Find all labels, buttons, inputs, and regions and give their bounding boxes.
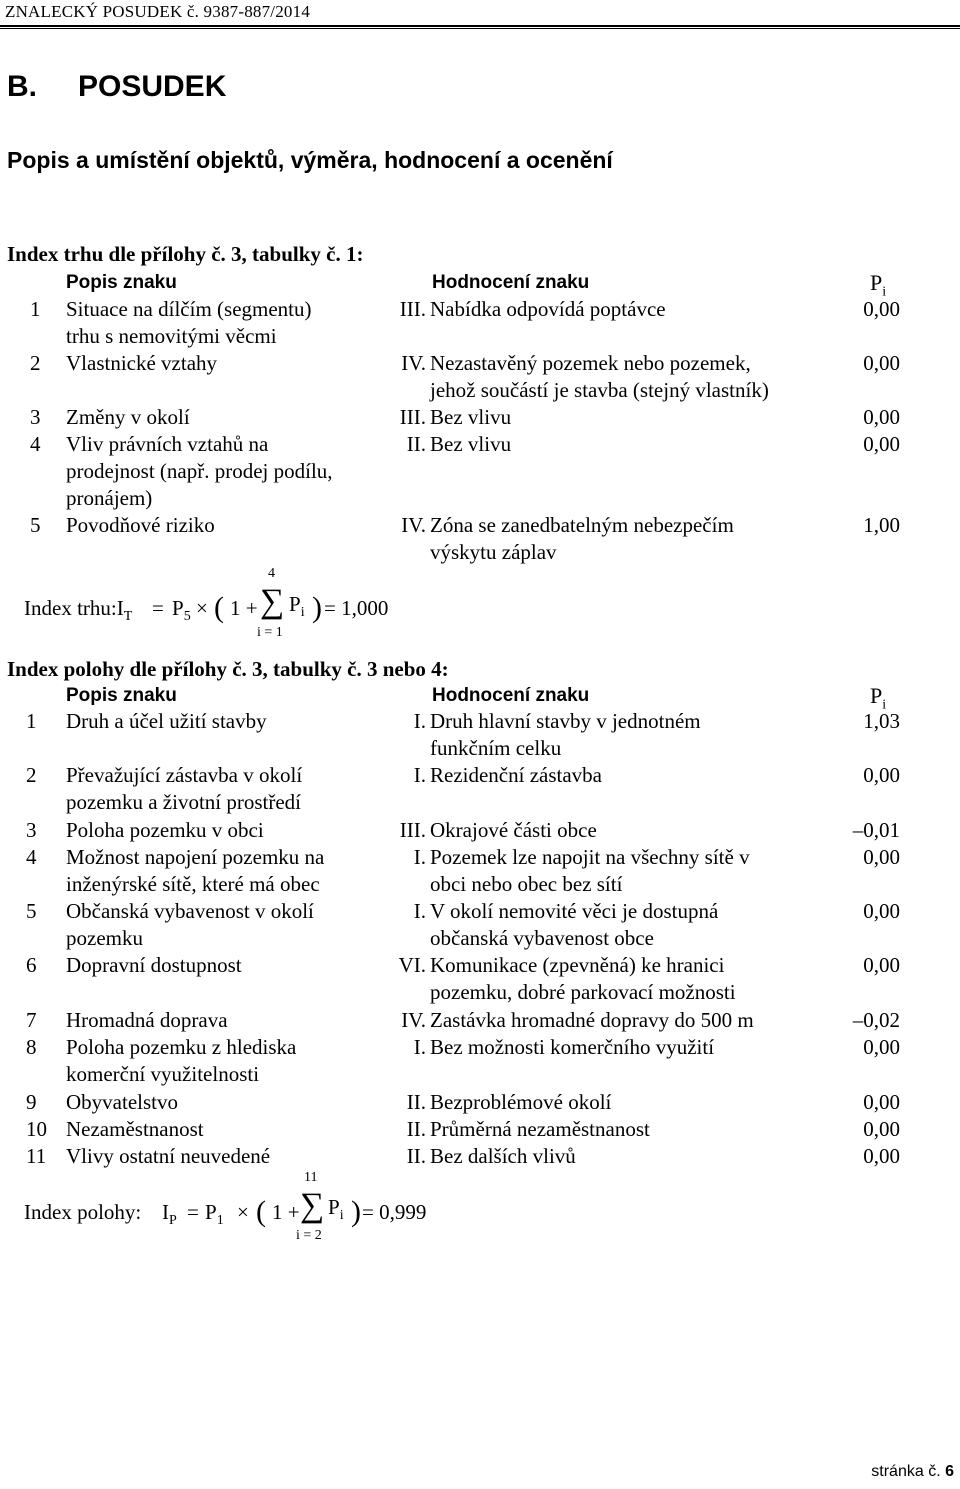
row-hodnoceni: Zastávka hromadné dopravy do 500 m bbox=[430, 1008, 754, 1032]
row-hodnoceni-cont: obci nebo obec bez sítí bbox=[430, 872, 623, 896]
row-hodnoceni: Bez vlivu bbox=[430, 405, 512, 429]
row-number: 3 bbox=[26, 818, 37, 842]
row-roman: IV. bbox=[401, 351, 426, 375]
row-value: 0,00 bbox=[863, 1117, 900, 1141]
row-popis-cont: prodejnost (např. prodej podílu, bbox=[66, 459, 333, 483]
row-popis: Vliv právních vztahů na bbox=[66, 432, 269, 456]
row-value: 0,00 bbox=[863, 432, 900, 456]
row-number: 4 bbox=[30, 432, 41, 456]
trh-formula-one-plus: 1 + bbox=[230, 596, 258, 620]
poloha-formula-times: × bbox=[237, 1200, 249, 1224]
row-number: 3 bbox=[30, 405, 41, 429]
row-roman: IV. bbox=[401, 1008, 426, 1032]
poloha-formula-i: $I_P$ bbox=[162, 1200, 177, 1229]
row-roman: II. bbox=[406, 1117, 426, 1141]
row-value: 0,00 bbox=[863, 405, 900, 429]
row-popis-cont: pronájem) bbox=[66, 486, 153, 510]
poloha-formula-sum-bottom: i = 2 bbox=[296, 1228, 322, 1243]
row-hodnoceni: Druh hlavní stavby v jednotném bbox=[430, 709, 701, 733]
row-popis: Vlivy ostatní neuvedené bbox=[66, 1144, 271, 1168]
row-number: 1 bbox=[26, 709, 37, 733]
row-popis: Druh a účel užití stavby bbox=[66, 709, 267, 733]
header-rule-thin bbox=[0, 28, 960, 29]
row-value: 0,00 bbox=[863, 899, 900, 923]
row-hodnoceni: V okolí nemovité věci je dostupná bbox=[430, 899, 719, 923]
row-hodnoceni: Bez vlivu bbox=[430, 432, 512, 456]
trh-formula-p5: $P_5$ bbox=[172, 596, 191, 625]
row-popis: Vlastnické vztahy bbox=[66, 351, 218, 375]
poloha-title: Index polohy dle přílohy č. 3, tabulky č. 3 nebo 4: bbox=[7, 657, 449, 681]
row-roman: I. bbox=[413, 899, 426, 923]
row-roman: II. bbox=[406, 432, 426, 456]
row-hodnoceni: Bezproblémové okolí bbox=[430, 1090, 612, 1114]
row-number: 2 bbox=[30, 351, 41, 375]
row-popis: Poloha pozemku v obci bbox=[66, 818, 264, 842]
row-value: 0,00 bbox=[863, 845, 900, 869]
row-value: 0,00 bbox=[863, 351, 900, 375]
row-popis-cont: trhu s nemovitými věcmi bbox=[66, 324, 277, 348]
row-hodnoceni: Bez možnosti komerčního využití bbox=[430, 1035, 715, 1059]
row-roman: VI. bbox=[398, 953, 426, 977]
row-popis: Nezaměstnanost bbox=[66, 1117, 204, 1141]
row-value: 0,00 bbox=[863, 297, 900, 321]
row-hodnoceni: Bez dalších vlivů bbox=[430, 1144, 576, 1168]
row-popis: Občanská vybavenost v okolí bbox=[66, 899, 314, 923]
poloha-formula-pi: $P_i$ bbox=[328, 1195, 344, 1224]
poloha-col-hodnoceni: Hodnocení znaku bbox=[432, 685, 590, 706]
trh-col-hodnoceni: Hodnocení znaku bbox=[432, 272, 590, 293]
row-value: 0,00 bbox=[863, 1090, 900, 1114]
row-number: 8 bbox=[26, 1035, 37, 1059]
row-hodnoceni-cont: občanská vybavenost obce bbox=[430, 926, 654, 950]
page-footer: stránka č. 6 bbox=[871, 1463, 954, 1480]
row-roman: II. bbox=[406, 1144, 426, 1168]
document-header: ZNALECKÝ POSUDEK č. 9387-887/2014 bbox=[5, 2, 311, 21]
row-popis: Dopravní dostupnost bbox=[66, 953, 242, 977]
row-popis: Situace na dílčím (segmentu) bbox=[66, 297, 312, 321]
row-number: 6 bbox=[26, 953, 37, 977]
row-roman: II. bbox=[406, 1090, 426, 1114]
row-hodnoceni-cont: jehož součástí je stavba (stejný vlastník) bbox=[430, 378, 769, 402]
trh-formula-result: = 1,000 bbox=[324, 596, 389, 620]
poloha-formula-lparen: ( bbox=[256, 1195, 266, 1228]
sigma-icon: ∑ bbox=[300, 1187, 325, 1224]
trh-formula-times: × bbox=[196, 596, 208, 620]
poloha-formula-result: = 0,999 bbox=[362, 1200, 427, 1224]
row-popis: Obyvatelstvo bbox=[66, 1090, 178, 1114]
row-popis-cont: inženýrské sítě, které má obec bbox=[66, 872, 320, 896]
poloha-formula-p1: $P_1$ bbox=[205, 1200, 224, 1229]
row-value: 1,00 bbox=[863, 513, 900, 537]
sigma-icon: ∑ bbox=[260, 583, 285, 620]
poloha-formula-rparen: ) bbox=[351, 1195, 361, 1228]
row-value: 0,00 bbox=[863, 763, 900, 787]
row-roman: I. bbox=[413, 845, 426, 869]
row-hodnoceni: Rezidenční zástavba bbox=[430, 763, 602, 787]
row-popis-cont: komerční využitelnosti bbox=[66, 1062, 260, 1086]
row-popis-cont: pozemku bbox=[66, 926, 143, 950]
row-roman: IV. bbox=[401, 513, 426, 537]
row-hodnoceni-cont: pozemku, dobré parkovací možnosti bbox=[430, 980, 736, 1004]
row-hodnoceni: Nezastavěný pozemek nebo pozemek, bbox=[430, 351, 751, 375]
row-value: 0,00 bbox=[863, 1035, 900, 1059]
row-popis-cont: pozemku a životní prostředí bbox=[66, 790, 302, 814]
trh-formula-eq: = bbox=[152, 596, 164, 620]
trh-formula-label: Index $trhu:I_T$ bbox=[24, 596, 133, 625]
header-rule bbox=[0, 25, 960, 27]
row-roman: I. bbox=[413, 709, 426, 733]
trh-formula-lparen: ( bbox=[214, 591, 224, 624]
trh-formula-sum-bottom: i = 1 bbox=[257, 625, 283, 640]
row-roman: III. bbox=[399, 405, 426, 429]
row-number: 11 bbox=[26, 1144, 47, 1168]
row-value: –0,01 bbox=[852, 818, 900, 842]
row-roman: I. bbox=[413, 763, 426, 787]
row-hodnoceni-cont: výskytu záplav bbox=[430, 540, 557, 564]
row-hodnoceni: Zóna se zanedbatelným nebezpečím bbox=[430, 513, 734, 537]
section-title: POSUDEK bbox=[78, 70, 227, 103]
row-value: –0,02 bbox=[852, 1008, 900, 1032]
trh-col-p: $P_i$ bbox=[870, 270, 887, 300]
section-letter: B. bbox=[7, 70, 37, 103]
row-number: 10 bbox=[26, 1117, 47, 1141]
poloha-formula-sum-top: 11 bbox=[304, 1170, 318, 1185]
row-hodnoceni: Nabídka odpovídá poptávce bbox=[430, 297, 666, 321]
row-popis: Převažující zástavba v okolí bbox=[66, 763, 303, 787]
row-number: 1 bbox=[30, 297, 41, 321]
row-popis: Možnost napojení pozemku na bbox=[66, 845, 325, 869]
row-number: 4 bbox=[26, 845, 37, 869]
row-roman: III. bbox=[399, 818, 426, 842]
row-value: 0,00 bbox=[863, 1144, 900, 1168]
row-value: 1,03 bbox=[863, 709, 900, 733]
row-number: 5 bbox=[30, 513, 41, 537]
row-popis: Povodňové riziko bbox=[66, 513, 215, 537]
row-roman: III. bbox=[399, 297, 426, 321]
row-value: 0,00 bbox=[863, 953, 900, 977]
trh-title: Index trhu dle přílohy č. 3, tabulky č. 1: bbox=[7, 242, 364, 266]
subtitle: Popis a umístění objektů, výměra, hodnocení a ocenění bbox=[7, 147, 613, 173]
trh-formula-sum-top: 4 bbox=[268, 566, 275, 581]
trh-col-popis: Popis znaku bbox=[66, 272, 177, 293]
poloha-formula-label: Index polohy: bbox=[24, 1200, 142, 1224]
row-popis: Změny v okolí bbox=[66, 405, 190, 429]
row-number: 7 bbox=[26, 1008, 37, 1032]
row-hodnoceni-cont: funkčním celku bbox=[430, 736, 562, 760]
row-hodnoceni: Okrajové části obce bbox=[430, 818, 597, 842]
trh-formula-pi: $P_i$ bbox=[289, 592, 305, 621]
poloha-formula-eq: = bbox=[187, 1200, 199, 1224]
row-hodnoceni: Průměrná nezaměstnanost bbox=[430, 1117, 650, 1141]
row-number: 9 bbox=[26, 1090, 37, 1114]
row-hodnoceni: Pozemek lze napojit na všechny sítě v bbox=[430, 845, 750, 869]
row-roman: I. bbox=[413, 1035, 426, 1059]
row-popis: Poloha pozemku z hlediska bbox=[66, 1035, 297, 1059]
poloha-col-popis: Popis znaku bbox=[66, 685, 177, 706]
poloha-col-p: $P_i$ bbox=[870, 683, 887, 713]
row-popis: Hromadná doprava bbox=[66, 1008, 228, 1032]
poloha-formula-one-plus: 1 + bbox=[272, 1200, 300, 1224]
row-hodnoceni: Komunikace (zpevněná) ke hranici bbox=[430, 953, 725, 977]
row-number: 5 bbox=[26, 899, 37, 923]
row-number: 2 bbox=[26, 763, 37, 787]
trh-formula-rparen: ) bbox=[312, 591, 322, 624]
